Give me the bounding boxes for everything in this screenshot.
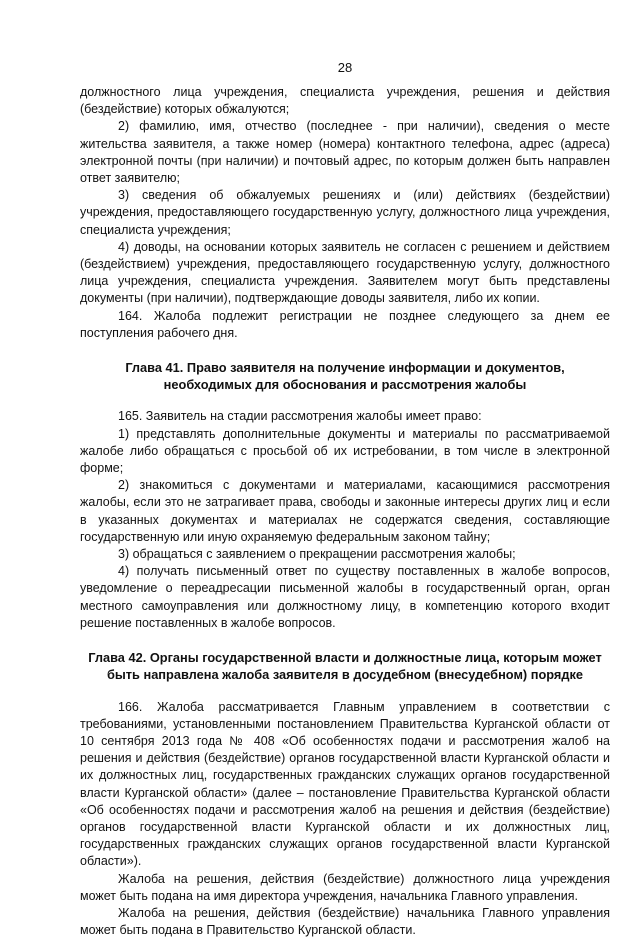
paragraph-165-item-4: 4) получать письменный ответ по существу поставленных в жалобе вопросов, уведомление о переадресации письменной жалобы в государственный орган, орган местного самоуправления или должностному лицу, в компетенцию которого входит решение поставленных в жалобе вопросов. [80,564,610,630]
paragraph-item-4: 4) доводы, на основании которых заявитель не согласен с решением и действием (бездействием) учреждения, предоставляющего государственную услугу, должностного лица учреждения, специалиста учреждения. Заявителем могут быть представлены документы (при наличии), подтверждающие доводы заявителя, либо их копии. [80,239,610,306]
chapter-41-heading-line-1: Глава 41. Право заявителя на получение информации и документов, [125,360,565,376]
chapter-42-heading [80,649,610,683]
paragraph-165-item-2: 2) знакомиться с документами и материалами, касающимися рассмотрения жалобы, если это не затрагивает права, свободы и законные интересы других лиц и если в указанных документах и материалах не содержатся сведения, составляющие государственную или иную охраняемую федеральным законом тайну; [80,478,610,544]
paragraph-continuation: должностного лица учреждения, специалиста учреждения, решения и действия (бездействие) которых обжалуются; [80,85,610,117]
paragraph-165-item-1: 1) представлять дополнительные документы и материалы по рассматриваемой жалобе либо обращаться с просьбой об их истребовании, в том числе в электронной форме; [80,426,610,476]
chapter-42-heading-line-1: Глава 42. Органы государственной власти и должностные лица, которым может [88,650,602,666]
paragraph-complaint-head: Жалоба на решения, действия (бездействие) начальника Главного управления может быть подана в Правительство Курганской области. [80,905,610,938]
paragraph-166: 166. Жалоба рассматривается Главным управлением в соответствии с требованиями, установленными постановлением Правительства Курганской области от 10 сентября 2013 года № 408 «Об особенностях подачи и рассмотрения жалоб на решения и действия (бездействие) органов государственной власти Курганской области и их должностных лиц, государственных гражданских служащих органов государственной власти Курганской области» (далее – постановление Правительства Курганской области «Об особенностях подачи и рассмотрения жалоб на решения и действия (бездействие) органов государственной власти Курганской области и их должностных лиц, государственных гражданских служащих органов государственной власти Курганской области»). [80,699,610,869]
paragraph-complaint-official: Жалоба на решения, действия (бездействие) должностного лица учреждения может быть подана на имя директора учреждения, начальника Главного управления. [80,871,610,903]
paragraph-164: 164. Жалоба подлежит регистрации не позднее следующего за днем ее поступления рабочего дня. [80,308,610,340]
paragraph-item-3: 3) сведения об обжалуемых решениях и (или) действиях (бездействии) учреждения, предоставляющего государственную услугу, должностного лица учреждения, специалиста учреждения; [80,188,610,237]
paragraph-165: 165. Заявитель на стадии рассмотрения жалобы имеет право: [118,409,482,424]
chapter-41-heading [80,359,610,393]
paragraph-item-2: 2) фамилию, имя, отчество (последнее - при наличии), сведения о месте жительства заявителя, а также номер (номера) контактного телефона, адрес (адреса) электронной почты (при наличии) и почтовый адрес, по которым должен быть направлен ответ заявителю; [80,119,610,186]
paragraph-165-item-3: 3) обращаться с заявлением о прекращении рассмотрения жалобы; [118,547,516,562]
document-page [80,58,610,939]
chapter-41-heading-line-2: необходимых для обоснования и рассмотрения жалобы [163,377,527,393]
chapter-42-heading-line-2: быть направлена жалоба заявителя в досудебном (внесудебном) порядке [106,667,584,683]
page-number: 28 [337,60,353,75]
